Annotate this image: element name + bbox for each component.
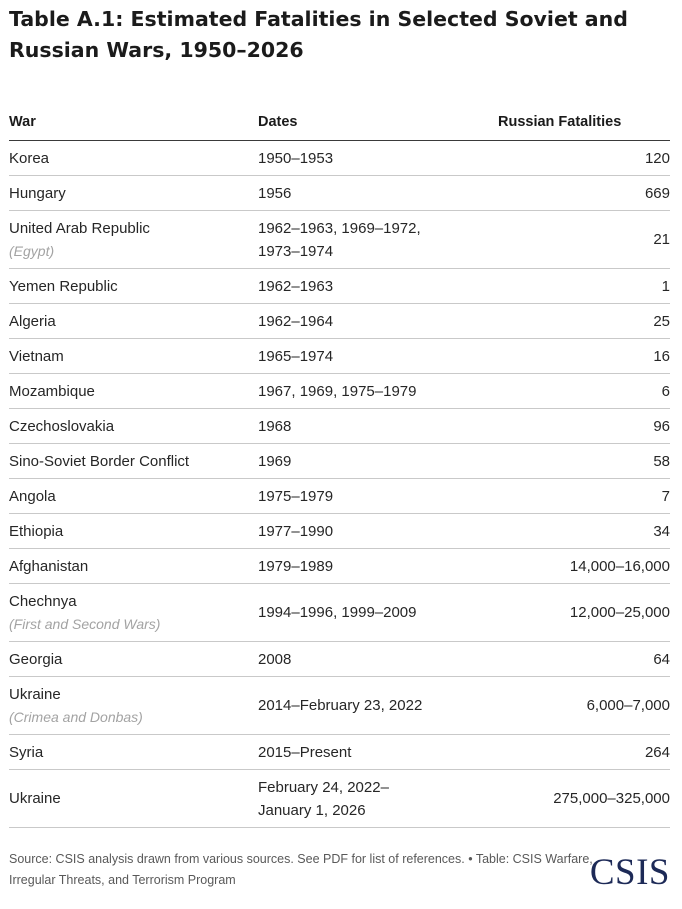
source-note: Source: CSIS analysis drawn from various sources. See PDF for list of references. • Table: CSIS Warfare, Irregular Threats, and Terrorism Program	[9, 852, 593, 887]
war-cell: Syria	[9, 735, 258, 770]
dates-cell: 1962–1963	[258, 269, 498, 304]
dates-cell: 1977–1990	[258, 514, 498, 549]
table-row	[9, 642, 670, 677]
war-cell	[9, 211, 258, 269]
fatalities-cell: 120	[498, 141, 670, 176]
table-title: Table A.1: Estimated Fatalities in Selected Soviet and Russian Wars, 1950–2026	[9, 7, 628, 62]
fatalities-cell: 264	[498, 735, 670, 770]
war-cell: Ukraine	[9, 770, 258, 828]
dates-cell: 2015–Present	[258, 735, 498, 770]
war-cell: Angola	[9, 479, 258, 514]
fatalities-table	[9, 104, 670, 828]
dates-cell: 1975–1979	[258, 479, 498, 514]
fatalities-cell: 6,000–7,000	[498, 677, 670, 735]
dates-cell	[258, 770, 498, 828]
dates-cell: 1969	[258, 444, 498, 479]
table-row	[9, 269, 670, 304]
table-row	[9, 584, 670, 642]
war-cell: Vietnam	[9, 339, 258, 374]
war-name: Ukraine	[9, 686, 61, 703]
table-row	[9, 735, 670, 770]
war-cell: Sino-Soviet Border Conflict	[9, 444, 258, 479]
table-row	[9, 141, 670, 176]
fatalities-cell: 16	[498, 339, 670, 374]
table-row	[9, 479, 670, 514]
dates-cell: 1968	[258, 409, 498, 444]
dates-cell: 2014–February 23, 2022	[258, 677, 498, 735]
war-cell	[9, 677, 258, 735]
table-row	[9, 211, 670, 269]
fatalities-cell: 275,000–325,000	[498, 770, 670, 828]
csis-logo: CSIS	[589, 852, 670, 893]
table-row	[9, 770, 670, 828]
war-note: (Crimea and Donbas)	[9, 709, 143, 725]
fatalities-cell: 12,000–25,000	[498, 584, 670, 642]
table-row	[9, 444, 670, 479]
table-row	[9, 176, 670, 211]
war-cell	[9, 584, 258, 642]
dates-text: February 24, 2022– January 1, 2026	[258, 778, 389, 819]
war-cell: Algeria	[9, 304, 258, 339]
war-cell: Afghanistan	[9, 549, 258, 584]
dates-text: 1962–1963, 1969–1972, 1973–1974	[258, 219, 421, 260]
table-row	[9, 549, 670, 584]
table-row	[9, 339, 670, 374]
table-row	[9, 374, 670, 409]
fatalities-cell: 7	[498, 479, 670, 514]
dates-cell: 1950–1953	[258, 141, 498, 176]
fatalities-cell: 21	[498, 211, 670, 269]
fatalities-cell: 1	[498, 269, 670, 304]
fatalities-cell: 64	[498, 642, 670, 677]
header-war: War	[9, 104, 258, 141]
fatalities-cell: 58	[498, 444, 670, 479]
war-cell: Hungary	[9, 176, 258, 211]
header-russian-fatalities: Russian Fatalities	[498, 104, 670, 141]
table-row	[9, 304, 670, 339]
dates-cell: 1965–1974	[258, 339, 498, 374]
dates-cell: 2008	[258, 642, 498, 677]
war-cell: Korea	[9, 141, 258, 176]
war-cell: Ethiopia	[9, 514, 258, 549]
table-row	[9, 409, 670, 444]
dates-cell: 1956	[258, 176, 498, 211]
war-note: (First and Second Wars)	[9, 616, 161, 632]
war-name: United Arab Republic	[9, 220, 150, 237]
fatalities-cell: 669	[498, 176, 670, 211]
war-cell: Mozambique	[9, 374, 258, 409]
dates-cell	[258, 211, 498, 269]
war-cell: Czechoslovakia	[9, 409, 258, 444]
header-dates: Dates	[258, 104, 498, 141]
table-row	[9, 514, 670, 549]
war-name: Chechnya	[9, 593, 77, 610]
fatalities-cell: 96	[498, 409, 670, 444]
war-note: (Egypt)	[9, 243, 55, 259]
fatalities-cell: 34	[498, 514, 670, 549]
table-row	[9, 677, 670, 735]
dates-cell: 1979–1989	[258, 549, 498, 584]
table-header-row	[9, 104, 670, 141]
war-cell: Georgia	[9, 642, 258, 677]
fatalities-cell: 6	[498, 374, 670, 409]
war-cell: Yemen Republic	[9, 269, 258, 304]
dates-cell: 1962–1964	[258, 304, 498, 339]
fatalities-cell: 25	[498, 304, 670, 339]
dates-cell: 1994–1996, 1999–2009	[258, 584, 498, 642]
dates-cell: 1967, 1969, 1975–1979	[258, 374, 498, 409]
fatalities-cell: 14,000–16,000	[498, 549, 670, 584]
